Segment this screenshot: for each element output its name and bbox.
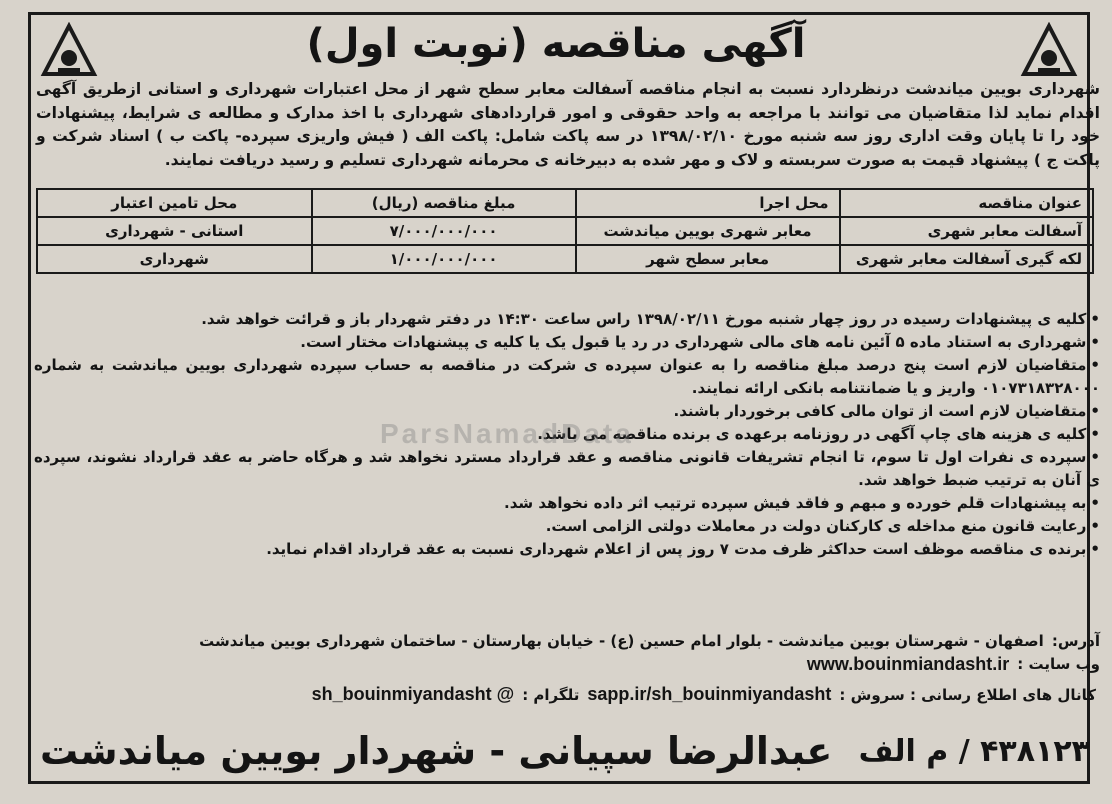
address-text: اصفهان - شهرستان بویین میاندشت - بلوار امام حسین (ع) - خیابان بهارستان - ساختمان شهرداری بویین میاندشت [199,632,1044,650]
table-cell: ۷/۰۰۰/۰۰۰/۰۰۰ [312,217,576,245]
header-cell: محل تامین اعتبار [37,189,312,217]
table-row [37,245,1093,273]
list-item: • به پیشنهادات قلم خورده و مبهم و فاقد فیش سپرده ترتیب اثر داده نخواهد شد. [34,492,1100,515]
header-cell: محل اجرا [576,189,840,217]
table-row [37,217,1093,245]
list-item: • رعایت قانون منع مداخله ی کارکنان دولت در معاملات دولتی الزامی است. [34,515,1100,538]
table-cell: ۱/۰۰۰/۰۰۰/۰۰۰ [312,245,576,273]
list-item: • کلیه ی پیشنهادات رسیده در روز چهار شنبه مورخ ۱۳۹۸/۰۲/۱۱ راس ساعت ۱۴:۳۰ در دفتر شهردار باز و قرائت خواهد شد. [34,308,1100,331]
mayor-signature: عبدالرضا سپیانی - شهردار بویین میاندشت [40,729,833,773]
table-header-row [37,189,1093,217]
table-cell: معابر سطح شهر [576,245,840,273]
table-cell: شهرداری [37,245,312,273]
ad-title: آگهی مناقصه (نوبت اول) [306,21,806,67]
soroush-link[interactable]: sapp.ir/sh_bouinmiyandasht [587,684,832,704]
table-cell: معابر شهری بویین میاندشت [576,217,840,245]
table-cell: استانی - شهرداری [37,217,312,245]
channels-label: کانال های اطلاع رسانی : سروش : [839,686,1096,704]
address-label: آدرس: [1051,632,1100,650]
list-item: • شهرداری به استناد ماده ۵ آئین نامه های مالی شهرداری در رد یا قبول یک یا کلیه ی پیشنهادات مختار است. [34,331,1100,354]
telegram-link[interactable]: sh_bouinmiyandasht @ [311,684,515,704]
ad-code: ۴۳۸۱۲۳ / م الف [858,733,1090,769]
list-item: • برنده ی مناقصه موظف است حداکثر ظرف مدت ۷ روز پس از اعلام شهرداری نسبت به عقد قرارداد اقدام نماید. [34,538,1100,561]
list-item: • متقاضیان لازم است از توان مالی کافی برخوردار باشند. [34,400,1100,423]
header-cell: عنوان مناقصه [840,189,1093,217]
list-item: • کلیه ی هزینه های چاپ آگهی در روزنامه برعهده ی برنده مناقصه می باشد. [34,423,1100,446]
tender-table [36,188,1094,274]
table-cell: لکه گیری آسفالت معابر شهری [840,245,1093,273]
table-cell: آسفالت معابر شهری [840,217,1093,245]
telegram-label: تلگرام : [522,686,580,704]
website-link[interactable]: www.bouinmiandasht.ir [806,654,1010,674]
address-row [34,630,1100,653]
website-label: وب سایت : [1017,655,1100,673]
intro-paragraph: شهرداری بویین میاندشت درنظردارد نسبت به انجام مناقصه آسفالت معابر سطح شهر از محل اعتبارات شهرداری و استانی ازطریق آگهی اقدام نماید لذا متقاضیان می توانند با مراجعه به واحد حقوقی و امور قراردادهای شهرداری با اخذ مدارک و مطالعه ی شرایط، پیشنهادات خود را تا پایان وقت اداری روز سه شنبه مورخ ۱۳۹۸/۰۲/۱۰ در سه پاکت شامل: پاکت الف ( فیش واریزی سپرده- پاکت ب ) اسناد شرکت و پاکت ج ) پیشنهاد قیمت به صورت سربسته و لاک و مهر شده به دبیرخانه ی محرمانه شهرداری تسلیم و رسید دریافت نمایند. [36,80,1100,169]
list-item: • سپرده ی نفرات اول تا سوم، تا انجام تشریفات قانونی مناقصه و عقد قرارداد مسترد نخواهد شد و هرگاه حاضر به عقد قرارداد نشوند، سپرده ی آنان به ترتیب ضبط خواهد شد. [34,446,1100,492]
contact-block [34,630,1100,676]
list-item: • متقاضیان لازم است پنج درصد مبلغ مناقصه را به عنوان سپرده ی شرکت در مناقصه به حساب سپرده شهرداری بویین میاندشت به شماره ۰۱۰۷۳۱۸۳۲۸۰۰۰ واریز و یا ضمانتنامه بانکی ارائه نمایند. [34,354,1100,400]
watermark: ParsNamadData [380,418,634,449]
channels-row [312,684,1096,705]
website-row [34,653,1100,676]
footer [40,726,1090,776]
header-cell: مبلغ مناقصه (ریال) [312,189,576,217]
